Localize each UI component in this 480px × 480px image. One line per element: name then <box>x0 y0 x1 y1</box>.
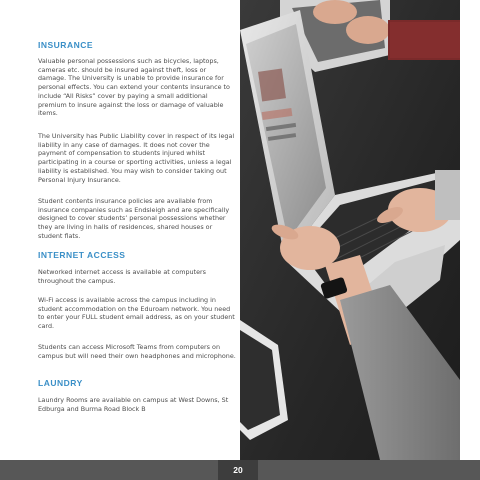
internet-paragraph-3: Students can access Microsoft Teams from computers on campus but will need their own headphones and microphone. <box>38 343 236 360</box>
internet-paragraph-1: Networked internet access is available at computers throughout the campus. <box>38 268 206 285</box>
insurance-paragraph-3: Student contents insurance policies are available from insurance companies such as Endsleigh and are specifically designed to cover students’ personal possessions whether they are living in halls of residences, shared houses or student flats. <box>38 197 230 240</box>
photo-illustration <box>240 0 460 460</box>
insurance-heading: INSURANCE <box>38 40 94 50</box>
internet-paragraph-2: Wi-Fi access is available across the campus including in student accommodation on the Eduroam network. You need to enter your FULL student email address, as on your student card. <box>38 296 235 331</box>
laptop-typing-photo <box>240 0 460 460</box>
internet-heading: INTERNET ACCESS <box>38 250 126 260</box>
insurance-paragraph-2: The University has Public Liability cover in respect of its legal liability in any case of damages. It does not cover the payment of compensation to students injured whilst participating in a course or sporting activities, unless a legal liability is established. You may wish to consider taking out Personal Injury Insurance. <box>38 132 235 184</box>
insurance-paragraph-1: Valuable personal possessions such as bicycles, laptops, cameras etc. should be insured against theft, loss or damage. The University is unable to provide insurance for personal effects. You can extend your contents insurance to include “All Risks” cover by paying a small additional premium to insure against the loss or damage of valuable items. <box>38 57 230 118</box>
page-number: 20 <box>218 460 258 480</box>
right-margin <box>460 0 480 460</box>
text-column <box>0 0 240 460</box>
laundry-heading: LAUNDRY <box>38 378 83 388</box>
laundry-paragraph-1: Laundry Rooms are available on campus at West Downs, St Edburga and Burma Road Block B <box>38 396 229 413</box>
